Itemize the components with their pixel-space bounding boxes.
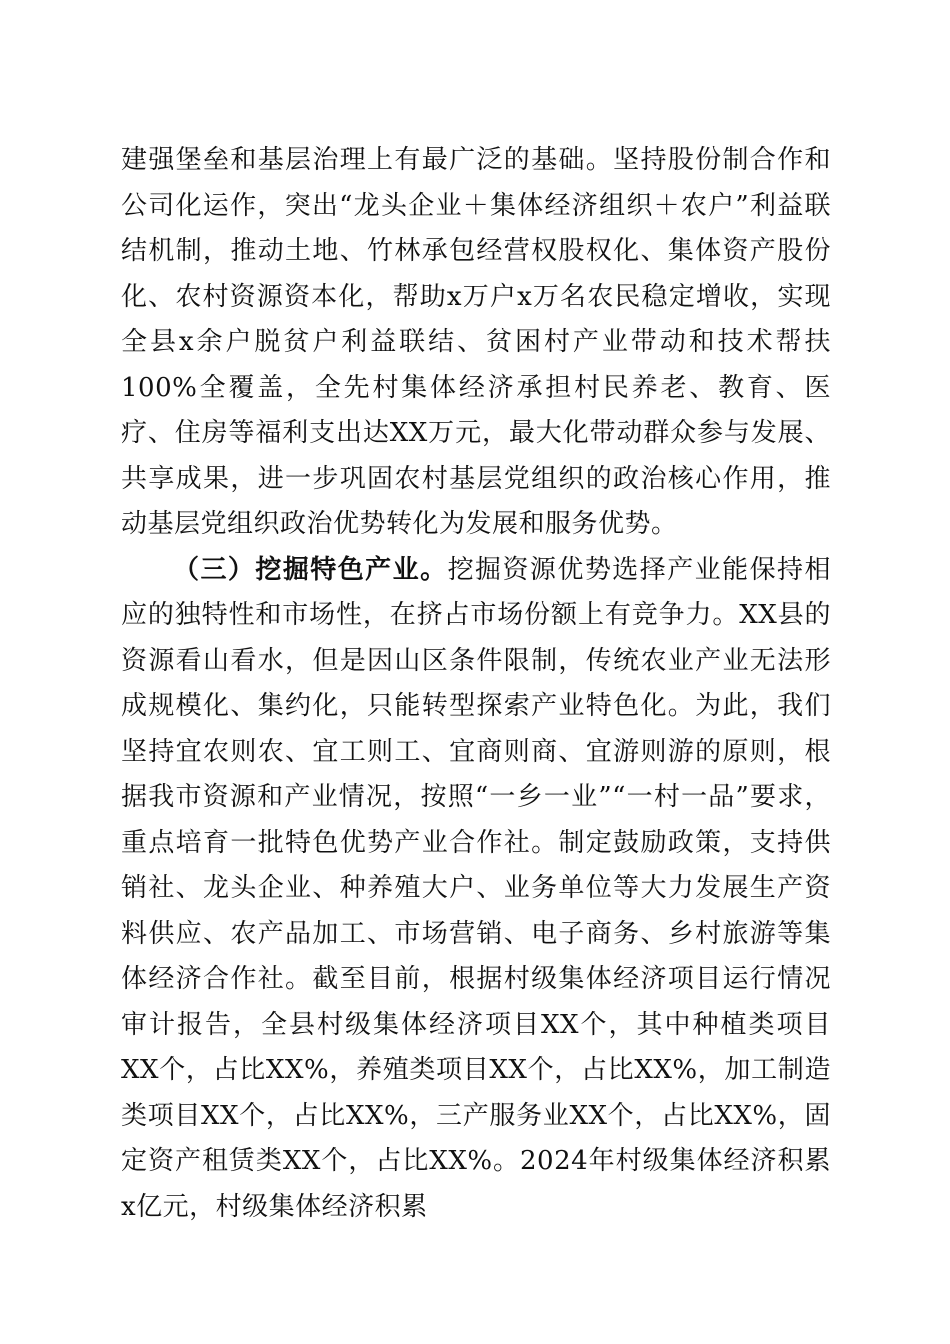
- paragraph-2-heading: （三）挖掘特色产业。: [173, 554, 448, 585]
- document-body: [121, 138, 831, 1230]
- paragraph-2-text: 挖掘资源优势选择产业能保持相应的独特性和市场性，在挤占市场份额上有竞争力。XX县的资源看山看水，但是因山区条件限制，传统农业产业无法形成规模化、集约化，只能转型探索产业特色化。为此，我们坚持宜农则农、宜工则工、宜商则商、宜游则游的原则，根据我市资源和产业情况，按照“一乡一业”“一村一品”要求，重点培育一批特色优势产业合作社。制定鼓励政策，支持供销社、龙头企业、种养殖大户、业务单位等大力发展生产资料供应、农产品加工、市场营销、电子商务、乡村旅游等集体经济合作社。截至目前，根据村级集体经济项目运行情况审计报告，全县村级集体经济项目XX个，其中种植类项目XX个，占比XX%，养殖类项目XX个，占比XX%，加工制造类项目XX个，占比XX%，三产服务业XX个，占比XX%，固定资产租赁类XX个，占比XX%。2024年村级集体经济积累x亿元，村级集体经济积累: [121, 554, 831, 1222]
- paragraph-1: [121, 138, 831, 548]
- paragraph-2: [121, 548, 831, 1231]
- paragraph-1-text: 建强堡垒和基层治理上有最广泛的基础。坚持股份制合作和公司化运作，突出“龙头企业＋集体经济组织＋农户”利益联结机制，推动土地、竹林承包经营权股权化、集体资产股份化、农村资源资本化，帮助x万户x万名农民稳定增收，实现全县x余户脱贫户利益联结、贫困村产业带动和技术帮扶100%全覆盖，全先村集体经济承担村民养老、教育、医疗、住房等福利支出达XX万元，最大化带动群众参与发展、共享成果，进一步巩固农村基层党组织的政治核心作用，推动基层党组织政治优势转化为发展和服务优势。: [121, 145, 831, 539]
